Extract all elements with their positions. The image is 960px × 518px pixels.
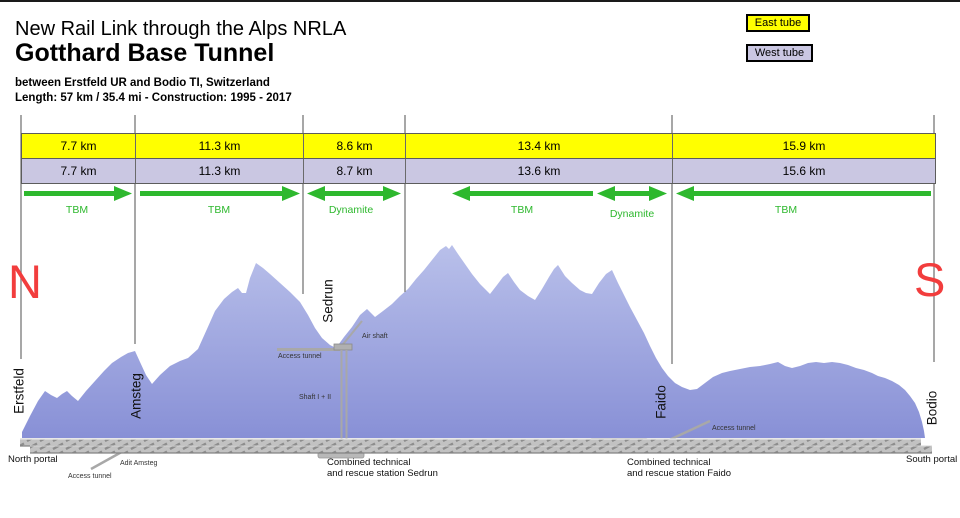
east-segment-1: 7.7 km — [22, 134, 136, 158]
drive-label-tbm-1: TBM — [65, 204, 89, 216]
drive-arrow-dynamite-2 — [597, 186, 667, 201]
adit-amsteg-label: Adit Amsteg — [120, 460, 158, 467]
west-segment-2: 11.3 km — [136, 159, 304, 183]
sedrun-access-tunnel-label: Access tunnel — [278, 353, 322, 360]
west-segment-5: 15.6 km — [782, 164, 826, 178]
subtitle-line1: between Erstfeld UR and Bodio TI, Switzerland — [15, 77, 270, 89]
drive-label-dynamite-2: Dynamite — [609, 208, 655, 220]
drive-arrow-tbm-4 — [676, 186, 931, 201]
station-label-erstfeld: Erstfeld — [11, 368, 27, 414]
sedrun-station-caption-line2: and rescue station Sedrun — [327, 468, 438, 479]
drive-label-tbm-3: TBM — [510, 204, 534, 216]
east-segment-4: 13.4 km — [406, 134, 673, 158]
railway-track — [20, 439, 932, 453]
subtitle-line2: Length: 57 km / 35.4 mi - Construction: 1995 - 2017 — [15, 92, 292, 104]
east-segment-3: 8.6 km — [304, 134, 406, 158]
drive-label-dynamite-1: Dynamite — [328, 204, 374, 216]
erstfeld-access-tunnel-label: Access tunnel — [68, 473, 112, 480]
sedrun-station-caption-line1: Combined technical — [327, 457, 411, 468]
tube-length-bars — [21, 133, 936, 184]
west-segment-1: 7.7 km — [22, 159, 136, 183]
station-label-bodio: Bodio — [924, 390, 940, 426]
faido-station-caption-line1: Combined technical — [627, 457, 711, 468]
west-segment-3: 8.7 km — [304, 159, 406, 183]
legend-west-tube: West tube — [746, 44, 813, 62]
air-shaft-label: Air shaft — [362, 333, 388, 340]
station-label-amsteg: Amsteg — [128, 373, 144, 419]
west-tube-bar — [22, 159, 935, 183]
compass-south: S — [914, 253, 946, 306]
drive-arrow-tbm-1 — [24, 186, 132, 201]
mountain-profile — [22, 245, 925, 438]
north-portal-label: North portal — [8, 454, 58, 465]
legend-east-tube: East tube — [746, 14, 810, 32]
faido-access-tunnel-label: Access tunnel — [712, 425, 756, 432]
title-line1: New Rail Link through the Alps NRLA — [15, 18, 347, 40]
title-line2: Gotthard Base Tunnel — [15, 39, 275, 67]
drive-arrow-dynamite-1 — [307, 186, 401, 201]
east-segment-2: 11.3 km — [136, 134, 304, 158]
west-segment-4: 13.6 km — [406, 159, 673, 183]
sedrun-station-caption — [327, 457, 438, 479]
station-label-sedrun: Sedrun — [320, 279, 336, 323]
east-tube-bar — [22, 134, 935, 159]
drive-label-tbm-4: TBM — [774, 204, 798, 216]
drive-arrow-tbm-2 — [140, 186, 300, 201]
faido-station-caption — [627, 457, 731, 479]
shaft-head-building — [334, 344, 352, 350]
east-segment-5: 15.9 km — [782, 139, 826, 153]
drive-label-tbm-2: TBM — [207, 204, 231, 216]
south-portal-label: South portal — [906, 454, 958, 465]
drive-arrows — [24, 186, 931, 201]
faido-station-caption-line2: and rescue station Faido — [627, 468, 732, 479]
shaft-label: Shaft I + II — [299, 394, 332, 401]
compass-north: N — [8, 255, 42, 308]
drive-arrow-tbm-3 — [452, 186, 593, 201]
station-label-faido: Faido — [653, 385, 669, 419]
